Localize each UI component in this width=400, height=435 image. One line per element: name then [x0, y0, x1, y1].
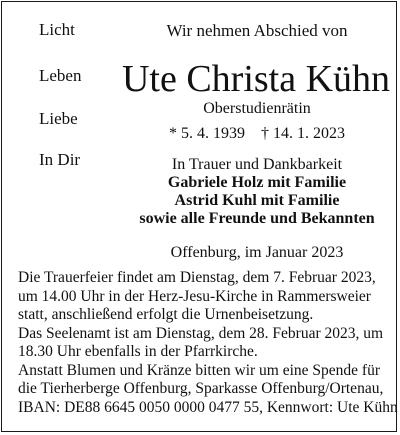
body-line: Die Trauerfeier findet am Dienstag, dem 7. Februar 2023,: [18, 269, 376, 286]
body-line: Anstatt Blumen und Kränze bitten wir um eine Spende für: [18, 361, 381, 379]
body-line: statt, anschließend erfolgt die Urnenbeisetzung.: [18, 306, 314, 323]
mourner-line: Gabriele Holz mit Familie: [167, 174, 347, 191]
deceased-name: Ute Christa Kühn: [121, 58, 391, 100]
mourners-intro: In Trauer und Dankbarkeit: [171, 156, 343, 173]
body-line: 18.30 Uhr ebenfalls in der Pfarrkirche.: [18, 343, 258, 360]
body-line: IBAN: DE88 6645 0050 0000 0477 55, Kennwort: Ute Kühn: [18, 398, 398, 416]
left-word-in-dir: In Dir: [39, 150, 81, 169]
life-dates: * 5. 4. 1939 † 14. 1. 2023: [169, 125, 345, 142]
body-line: die Tierherberge Offenburg, Sparkasse Offenburg/Ortenau,: [18, 380, 384, 397]
deceased-title: Oberstudienrätin: [203, 100, 311, 117]
place-date: Offenburg, im Januar 2023: [170, 244, 344, 261]
obituary-notice: [1, 1, 397, 432]
left-word-liebe: Liebe: [39, 109, 78, 128]
left-word-licht: Licht: [39, 20, 75, 39]
mourners-block: [122, 156, 392, 228]
body-line: Das Seelenamt ist am Dienstag, dem 28. Februar 2023, um: [18, 324, 384, 342]
mourner-line: sowie alle Freunde und Bekannten: [139, 210, 375, 227]
farewell-intro: Wir nehmen Abschied von: [166, 21, 348, 40]
service-details: [18, 269, 398, 417]
body-line: um 14.00 Uhr in der Herz-Jesu-Kirche in Rammersweier: [18, 287, 371, 305]
left-word-leben: Leben: [39, 66, 82, 85]
mourner-line: Astrid Kuhl mit Familie: [174, 192, 340, 209]
